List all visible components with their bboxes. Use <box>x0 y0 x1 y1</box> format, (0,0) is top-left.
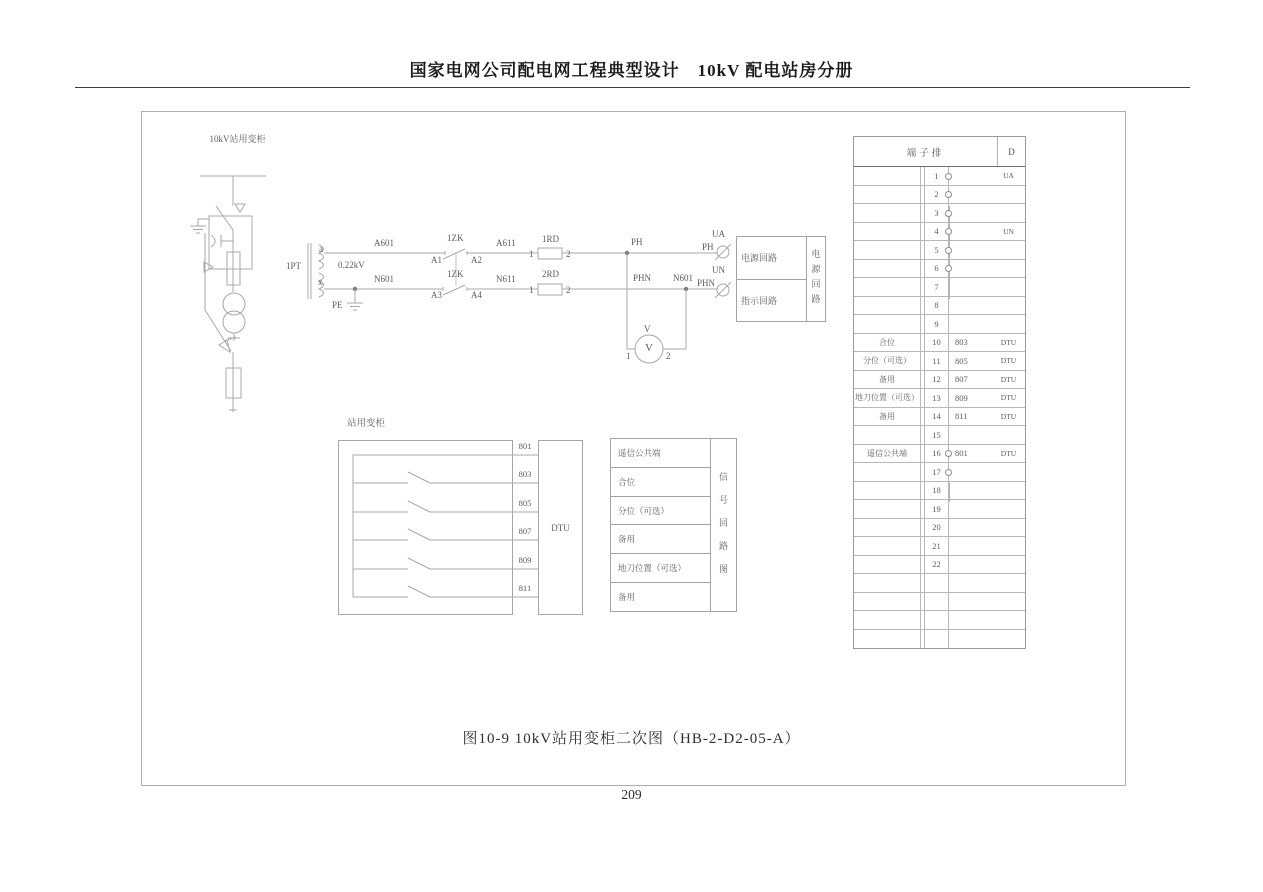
terminal-row-number: 20 <box>925 519 949 537</box>
terminal-row-wire: 809 <box>955 392 968 403</box>
signal-row: 备用 <box>611 582 710 611</box>
wire-label-a601: A601 <box>374 238 394 248</box>
fuse1-terminal-1: 1 <box>529 249 534 259</box>
figure-caption: 图10-9 10kV站用变柜二次图（HB-2-D2-05-A） <box>462 731 801 747</box>
terminal-row-number: 13 <box>925 389 949 407</box>
terminal-row <box>854 500 1025 519</box>
terminal-row-number: 14 <box>925 408 949 426</box>
wire-number: 811 <box>518 583 532 593</box>
voltmeter-label: V <box>644 324 651 334</box>
terminal-symbol-icon <box>715 282 731 298</box>
terminal-row <box>854 611 1025 630</box>
terminal-row-wire <box>949 223 992 241</box>
terminal-row-number: 4 <box>925 223 949 241</box>
terminal-row-wire <box>949 167 992 185</box>
power-circuit-rows <box>737 237 807 321</box>
transformer-icon <box>223 293 245 333</box>
terminal-row <box>854 315 1025 334</box>
terminal-row-tag <box>992 593 1025 611</box>
switch-arrow-icon <box>219 340 230 352</box>
terminal-row-label <box>854 204 921 222</box>
terminal-row-tag: DTU <box>1000 337 1017 347</box>
terminal-row-tag <box>992 186 1025 204</box>
terminal-row-wire <box>949 556 992 574</box>
earth-symbol-icon <box>190 219 209 233</box>
terminal-circle-icon <box>945 469 952 476</box>
terminal-row-label: 备用 <box>854 371 921 389</box>
terminal-row-label: 地刀位置（可选） <box>854 389 921 407</box>
terminal-row-wire <box>949 278 992 296</box>
terminal-ua-label: UA <box>712 229 725 239</box>
terminal-row <box>854 389 1025 408</box>
pt-terminal-a: a <box>319 244 323 254</box>
terminal-row-wire <box>949 519 992 537</box>
terminal-row <box>854 556 1025 575</box>
terminal-a3: A3 <box>431 290 442 300</box>
wire-label-a611: A611 <box>496 238 516 248</box>
terminal-row-number: 5 <box>925 241 949 259</box>
signal-row: 地刀位置（可选） <box>611 553 710 582</box>
terminal-row-tag: DTU <box>1000 393 1017 403</box>
terminal-row-number: 9 <box>925 315 949 333</box>
terminal-circle-icon <box>945 247 952 254</box>
terminal-row-number: 22 <box>925 556 949 574</box>
terminal-row-wire <box>949 260 992 278</box>
terminal-row-number: 18 <box>925 482 949 500</box>
terminal-row <box>854 260 1025 279</box>
terminal-row-label: 合位 <box>854 334 921 352</box>
terminal-row-tag <box>992 556 1025 574</box>
terminal-row-wire <box>949 204 992 222</box>
terminal-row-label <box>854 519 921 537</box>
terminal-phn-label: PHN <box>697 278 716 288</box>
terminal-row-label <box>854 315 921 333</box>
fuse2-terminal-1: 1 <box>529 285 534 295</box>
wire-number: 803 <box>518 469 532 479</box>
terminal-row-number: 10 <box>925 334 949 352</box>
terminal-row-wire <box>949 537 992 555</box>
signal-circuit-side-label: 信号回路图 <box>718 471 728 587</box>
capacitor-icon <box>211 235 233 247</box>
terminal-table-corner: D <box>997 137 1025 166</box>
terminal-row-number: 1 <box>925 167 949 185</box>
wire-number: 809 <box>518 555 532 565</box>
wire-number: 805 <box>518 498 532 508</box>
switch-arrow-icon <box>235 204 245 212</box>
terminal-table-header <box>854 137 1025 167</box>
terminal-row-tag <box>992 204 1025 222</box>
terminal-row-wire <box>949 630 992 649</box>
wire-label-n611: N611 <box>496 274 516 284</box>
terminal-row-label <box>854 241 921 259</box>
terminal-row-tag <box>992 482 1025 500</box>
wire-label-n601: N601 <box>374 274 394 284</box>
terminal-row-label <box>854 593 921 611</box>
terminal-row-number <box>925 630 949 649</box>
power-circuit-box <box>736 236 826 322</box>
signal-row: 备用 <box>611 524 710 553</box>
terminal-table-title: 端子排 <box>906 148 945 159</box>
terminal-row-number <box>925 593 949 611</box>
terminal-row-label <box>854 186 921 204</box>
terminal-row-number: 12 <box>925 371 949 389</box>
terminal-row-label <box>854 482 921 500</box>
signal-row: 分位（可选） <box>611 496 710 525</box>
terminal-circle-icon <box>945 173 952 180</box>
junction-phn-label: PHN <box>633 273 652 283</box>
fuse-icon <box>538 284 562 295</box>
terminal-row <box>854 408 1025 427</box>
terminal-row-number: 16 <box>925 445 949 463</box>
terminal-row-wire <box>949 593 992 611</box>
terminal-row-number: 21 <box>925 537 949 555</box>
pe-earth-icon <box>347 289 363 310</box>
terminal-row-label <box>854 630 921 649</box>
terminal-row-label <box>854 426 921 444</box>
power-circuit-row: 电源回路 <box>741 253 778 264</box>
sld-title: 10kV站用变柜 <box>209 134 266 144</box>
wire-number: 807 <box>518 526 532 536</box>
terminal-row-label <box>854 611 921 629</box>
terminal-row-tag <box>992 260 1025 278</box>
terminal-link-line <box>949 483 950 502</box>
terminal-row <box>854 334 1025 353</box>
terminal-row-label <box>854 297 921 315</box>
station-transformer-box <box>338 440 513 615</box>
terminal-row-tag <box>992 500 1025 518</box>
sld-graphics <box>190 176 266 412</box>
terminal-row-label <box>854 260 921 278</box>
dtu-box: DTU <box>538 440 583 615</box>
terminal-a1: A1 <box>431 255 442 265</box>
wire-number: 801 <box>518 441 532 451</box>
fuse2-label: 2RD <box>542 269 560 279</box>
terminal-row-number: 11 <box>925 352 949 370</box>
terminal-row <box>854 537 1025 556</box>
terminal-row <box>854 574 1025 593</box>
fuse1-terminal-2: 2 <box>566 249 571 259</box>
terminal-row <box>854 167 1025 186</box>
terminal-ph-label: PH <box>702 242 714 252</box>
indication-circuit-row: 指示回路 <box>737 279 806 322</box>
switch-label-top: 1ZK <box>447 233 464 243</box>
terminal-row-label: 分位（可选） <box>854 352 921 370</box>
signal-circuit-rows <box>611 439 711 611</box>
terminal-row-number: 2 <box>925 186 949 204</box>
terminal-un-label: UN <box>712 265 725 275</box>
terminal-row <box>854 593 1025 612</box>
junction-ph-label: PH <box>631 237 643 247</box>
terminal-row-tag: DTU <box>1000 374 1017 384</box>
station-box-title: 站用变柜 <box>347 419 386 429</box>
terminal-row-wire: 807 <box>955 374 968 385</box>
terminal-row-number: 7 <box>925 278 949 296</box>
terminal-row-wire <box>949 426 992 444</box>
terminal-row-wire: 811 <box>955 411 968 422</box>
power-circuit-side-label: 电源回路 <box>810 249 821 309</box>
terminal-strip-table <box>853 136 1026 649</box>
terminal-row-wire <box>949 297 992 315</box>
terminal-row <box>854 241 1025 260</box>
signal-circuit-box <box>610 438 737 612</box>
fuse1-label: 1RD <box>542 234 560 244</box>
terminal-row-label <box>854 537 921 555</box>
terminal-row <box>854 519 1025 538</box>
terminal-row-label <box>854 167 921 185</box>
terminal-row-wire <box>949 315 992 333</box>
terminal-row <box>854 297 1025 316</box>
voltmeter-terminal-2: 2 <box>666 351 671 361</box>
terminal-row-label <box>854 574 921 592</box>
terminal-row-label <box>854 223 921 241</box>
terminal-row-tag: DTU <box>1000 448 1017 458</box>
pt-voltage: 0.22kV <box>338 260 365 270</box>
terminal-table-body <box>854 167 1025 648</box>
voltmeter-terminal-1: 1 <box>626 351 631 361</box>
terminal-row-wire <box>949 186 992 204</box>
terminal-row-number <box>925 574 949 592</box>
terminal-row-label <box>854 500 921 518</box>
terminal-row-tag <box>992 463 1025 481</box>
terminal-row <box>854 463 1025 482</box>
terminal-a4: A4 <box>471 290 482 300</box>
terminal-row-label <box>854 278 921 296</box>
terminal-row-wire: 801 <box>955 448 968 459</box>
terminal-row-tag <box>992 241 1025 259</box>
terminal-circle-icon <box>945 210 952 217</box>
terminal-symbol-icon <box>715 244 731 260</box>
terminal-row <box>854 371 1025 390</box>
terminal-row-tag <box>992 426 1025 444</box>
terminal-row-number: 3 <box>925 204 949 222</box>
terminal-row-tag <box>992 574 1025 592</box>
signal-row: 合位 <box>611 467 710 496</box>
terminal-row-tag <box>992 315 1025 333</box>
terminal-row-wire <box>949 463 992 481</box>
terminal-row-wire: 805 <box>955 355 968 366</box>
terminal-row-number: 15 <box>925 426 949 444</box>
terminal-row <box>854 445 1025 464</box>
terminal-row <box>854 352 1025 371</box>
fuse-icon <box>538 248 562 259</box>
terminal-row-tag: DTU <box>1000 356 1017 366</box>
terminal-row <box>854 426 1025 445</box>
terminal-row-label: 备用 <box>854 408 921 426</box>
terminal-row-tag <box>992 611 1025 629</box>
terminal-row-tag: DTU <box>1000 411 1017 421</box>
document-header-title: 国家电网公司配电网工程典型设计 10kV 配电站房分册 <box>409 61 854 80</box>
terminal-row-tag <box>992 297 1025 315</box>
switch-label-bottom: 1ZK <box>447 269 464 279</box>
page-number: 209 <box>621 787 642 802</box>
terminal-a2: A2 <box>471 255 482 265</box>
terminal-row-wire <box>949 241 992 259</box>
fuse2-terminal-2: 2 <box>566 285 571 295</box>
terminal-row-wire <box>949 482 992 500</box>
terminal-row <box>854 186 1025 205</box>
terminal-row-wire: 803 <box>955 337 968 348</box>
terminal-row-tag: UA <box>1003 171 1014 181</box>
terminal-row <box>854 204 1025 223</box>
terminal-row-wire <box>949 574 992 592</box>
terminal-row-wire <box>949 500 992 518</box>
pt-terminal-x: x <box>318 277 323 287</box>
terminal-row-tag: UN <box>1003 226 1014 236</box>
terminal-row-label <box>854 556 921 574</box>
signal-row: 遥信公共端 <box>618 447 661 458</box>
terminal-row <box>854 223 1025 242</box>
terminal-row <box>854 630 1025 649</box>
circuit-graphics <box>308 243 731 363</box>
pt-label: 1PT <box>286 261 302 271</box>
terminal-row-number: 17 <box>925 463 949 481</box>
terminal-row-tag <box>992 278 1025 296</box>
terminal-row-label <box>854 463 921 481</box>
terminal-row-tag <box>992 630 1025 649</box>
terminal-row-wire <box>949 611 992 629</box>
terminal-row-label: 遥信公共端 <box>854 445 921 463</box>
terminal-row <box>854 278 1025 297</box>
voltmeter-symbol: V <box>645 342 653 354</box>
terminal-row-number <box>925 611 949 629</box>
terminal-row-tag <box>992 519 1025 537</box>
pe-label: PE <box>332 300 343 310</box>
junction-n601-label: N601 <box>673 273 693 283</box>
terminal-row-number: 8 <box>925 297 949 315</box>
terminal-row-number: 6 <box>925 260 949 278</box>
terminal-row-number: 19 <box>925 500 949 518</box>
terminal-row <box>854 482 1025 501</box>
terminal-row-tag <box>992 537 1025 555</box>
